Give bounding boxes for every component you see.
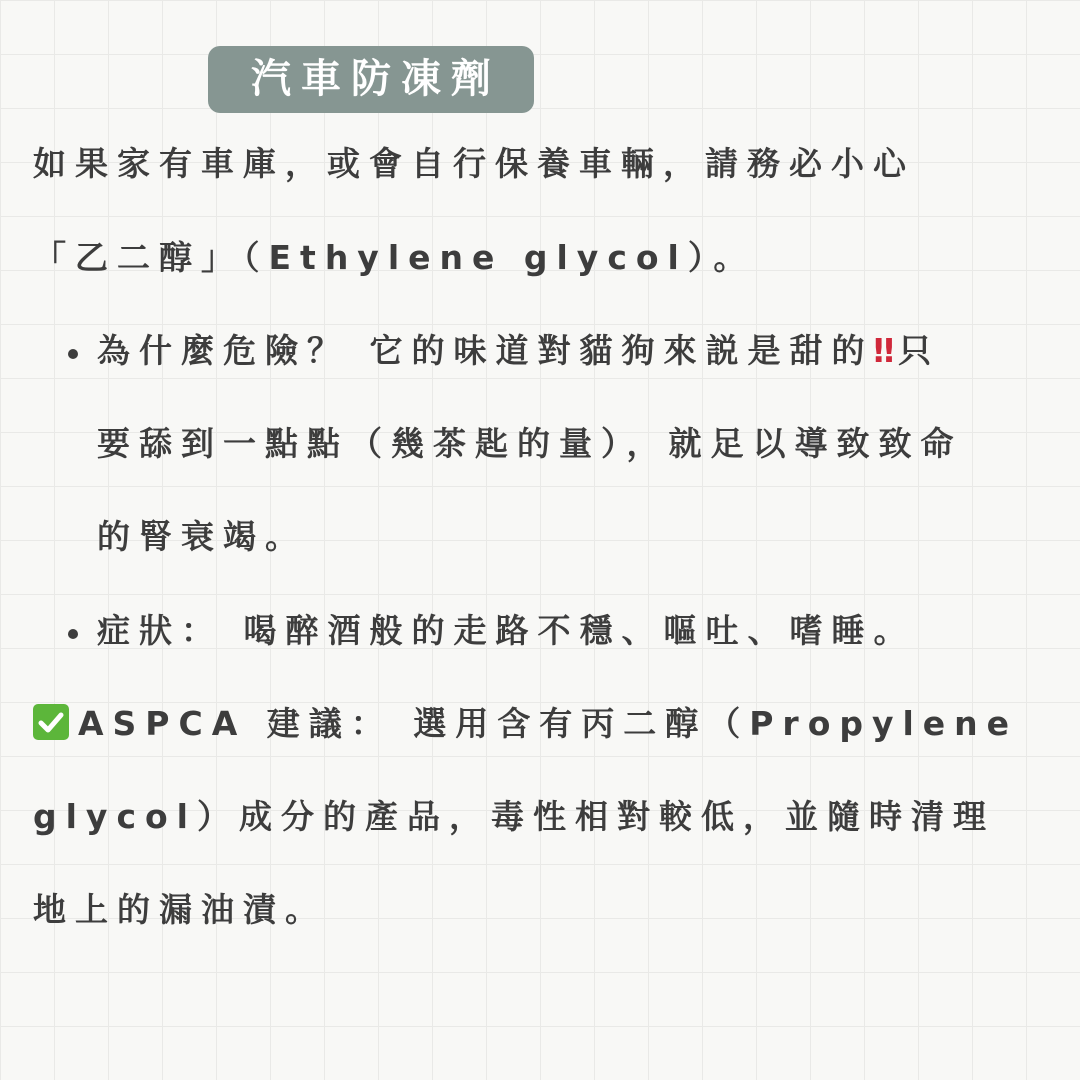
bullet-1-line-2: 要舔到一點點（幾茶匙的量），就足以導致致命 — [97, 424, 963, 463]
bullet-dot — [68, 629, 78, 639]
intro-line-1: 如果家有車庫，或會自行保養車輛，請務必小心 — [33, 144, 915, 183]
title-badge — [208, 46, 534, 113]
bullet-1-line-3: 的腎衰竭。 — [97, 517, 307, 556]
advice-line-1: ASPCA 建議： 選用含有丙二醇（Propylene — [78, 704, 1019, 743]
bullet-dot — [68, 349, 78, 359]
advice-line-3: 地上的漏油漬。 — [33, 890, 327, 929]
bullet-2-line-1: 症狀： 喝醉酒般的走路不穩、嘔吐、嗜睡。 — [97, 611, 916, 650]
bullet-1-line-1 — [97, 331, 940, 371]
bullet-1-text: 為什麼危險？ 它的味道對貓狗來説是甜的 — [97, 331, 874, 370]
bullet-1-tail: 只 — [898, 331, 941, 370]
page-title: 汽車防凍劑 — [251, 56, 501, 102]
double-exclamation-icon: ‼ — [873, 331, 899, 370]
check-mark-icon — [33, 704, 69, 740]
intro-line-2: 「乙二醇」（Ethylene glycol）。 — [33, 238, 756, 277]
advice-line-2: glycol）成分的產品，毒性相對較低，並隨時清理 — [33, 797, 995, 836]
